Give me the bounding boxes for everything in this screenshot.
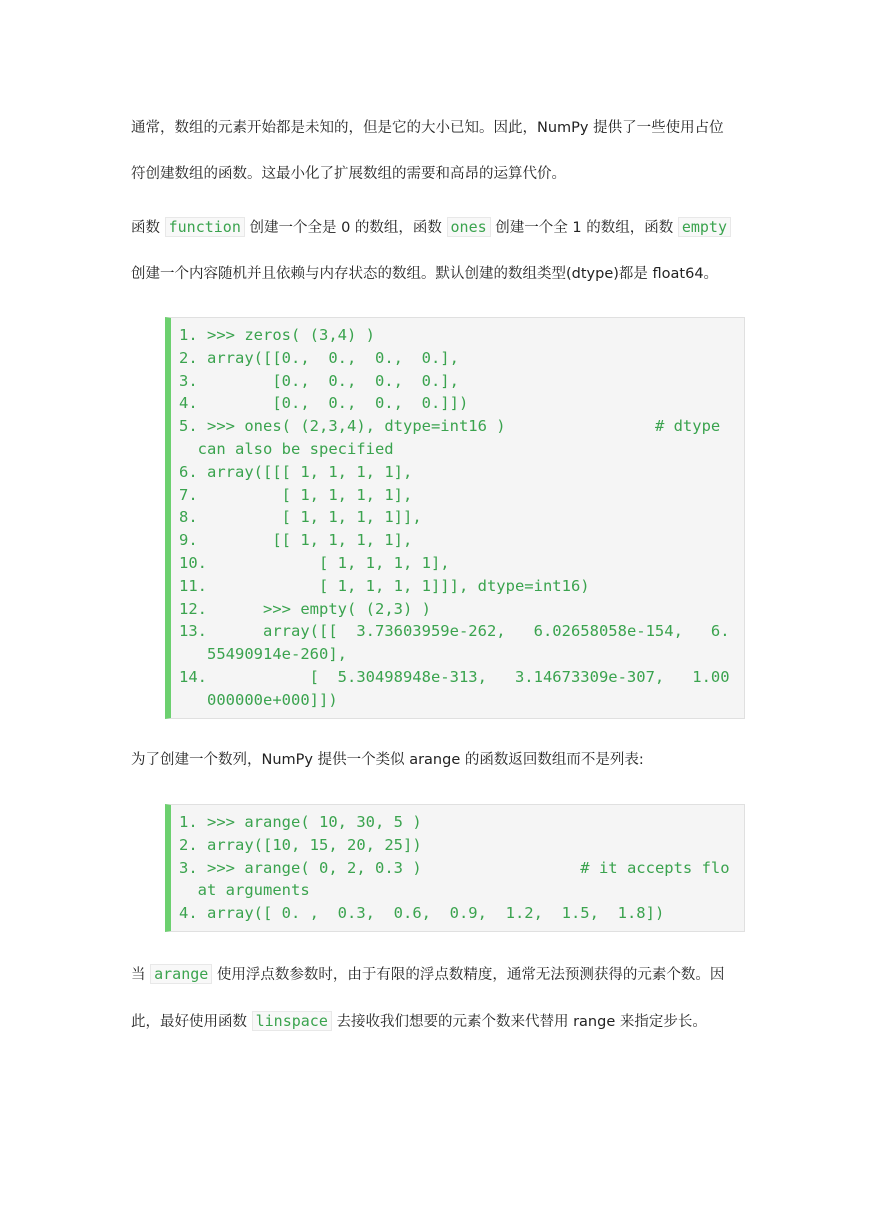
line-number: 7.	[179, 485, 198, 504]
line-number: 6.	[179, 462, 198, 481]
paragraph-functions	[131, 204, 751, 297]
code-text: >>> ones( (2,3,4), dtype=int16 ) # dtype can also be specified	[197, 417, 730, 458]
inline-code-linspace: linspace	[252, 1011, 332, 1031]
line-number: 1.	[179, 813, 198, 831]
code-line	[179, 461, 738, 484]
code-line	[179, 857, 738, 903]
code-text: >>> arange( 10, 30, 5 )	[197, 813, 422, 831]
code-text: [[ 1, 1, 1, 1],	[197, 531, 413, 550]
code-line	[179, 529, 738, 552]
code-line	[179, 484, 738, 507]
code-block-zeros-ones-empty	[165, 317, 745, 719]
line-number: 2.	[179, 348, 198, 367]
inline-code-arange: arange	[150, 964, 212, 984]
text-segment: 创建一个全是 0 的数组，函数	[244, 220, 447, 236]
code-text: array([ 0. , 0.3, 0.6, 0.9, 1.2, 1.5, 1.8])	[197, 904, 665, 923]
text-segment: 去接收我们想要的元素个数来代替用 range 来指定步长。	[331, 1014, 707, 1030]
code-text: array([[0., 0., 0., 0.],	[197, 348, 459, 367]
code-line	[179, 666, 738, 712]
code-text: >>> zeros( (3,4) )	[197, 326, 375, 344]
text-segment: 此，最好使用函数	[131, 1014, 252, 1030]
line-number: 2.	[179, 835, 198, 854]
line-number: 14.	[179, 667, 207, 686]
line-number: 4.	[179, 394, 198, 413]
code-line	[179, 811, 738, 834]
paragraph-arange	[131, 737, 751, 783]
text-line: 为了创建一个数列，NumPy 提供一个类似 arange 的函数返回数组而不是列表:	[131, 752, 644, 768]
code-line	[179, 506, 738, 529]
paragraph-placeholder-intro	[131, 105, 751, 197]
line-number: 3.	[179, 858, 198, 877]
text-line: 通常，数组的元素开始都是未知的，但是它的大小已知。因此，NumPy 提供了一些使用占位	[131, 120, 724, 136]
text-segment: 使用浮点数参数时，由于有限的浮点数精度，通常无法预测获得的元素个数。因	[212, 967, 725, 983]
code-text: >>> arange( 0, 2, 0.3 ) # it accepts float arguments	[197, 858, 730, 900]
line-number: 10.	[179, 553, 207, 572]
code-block-arange	[165, 804, 745, 932]
code-line	[179, 415, 738, 461]
code-line	[179, 392, 738, 415]
code-line	[179, 620, 738, 666]
text-segment: 创建一个全 1 的数组，函数	[490, 220, 678, 236]
paragraph-linspace	[131, 951, 751, 1045]
line-number: 11.	[179, 576, 207, 595]
code-line	[179, 834, 738, 857]
code-line	[179, 902, 738, 925]
code-line	[179, 575, 738, 598]
code-text: [ 1, 1, 1, 1],	[197, 485, 413, 504]
code-line	[179, 552, 738, 575]
code-text: array([10, 15, 20, 25])	[197, 835, 422, 854]
code-text: [ 1, 1, 1, 1],	[207, 553, 450, 572]
code-text: [0., 0., 0., 0.],	[197, 371, 459, 390]
code-text: [0., 0., 0., 0.]])	[197, 394, 469, 413]
line-number: 8.	[179, 508, 198, 527]
code-text: [ 5.30498948e-313, 3.14673309e-307, 1.00000000e+000]])	[207, 667, 730, 709]
line-number: 4.	[179, 904, 198, 923]
code-line	[179, 324, 738, 347]
code-text: array([[ 3.73603959e-262, 6.02658058e-154, 6.55490914e-260],	[207, 622, 730, 664]
line-number: 9.	[179, 531, 198, 550]
line-number: 3.	[179, 371, 198, 390]
code-text: [ 1, 1, 1, 1]],	[197, 508, 422, 527]
text-segment: 创建一个内容随机并且依赖与内存状态的数组。默认创建的数组类型(dtype)都是 float64。	[131, 266, 719, 282]
text-line: 符创建数组的函数。这最小化了扩展数组的需要和高昂的运算代价。	[131, 166, 566, 182]
inline-code-empty: empty	[678, 217, 731, 237]
code-line	[179, 347, 738, 370]
text-segment: 当	[131, 967, 151, 983]
code-text: >>> empty( (2,3) )	[207, 599, 431, 618]
text-segment: 函数	[131, 220, 165, 236]
inline-code-ones: ones	[447, 217, 491, 237]
inline-code-function: function	[165, 217, 245, 237]
line-number: 13.	[179, 622, 207, 641]
code-line	[179, 370, 738, 393]
code-text: [ 1, 1, 1, 1]]], dtype=int16)	[207, 576, 590, 595]
line-number: 12.	[179, 599, 207, 618]
line-number: 5.	[179, 417, 198, 436]
line-number: 1.	[179, 326, 198, 344]
code-line	[179, 598, 738, 621]
code-text: array([[[ 1, 1, 1, 1],	[197, 462, 413, 481]
